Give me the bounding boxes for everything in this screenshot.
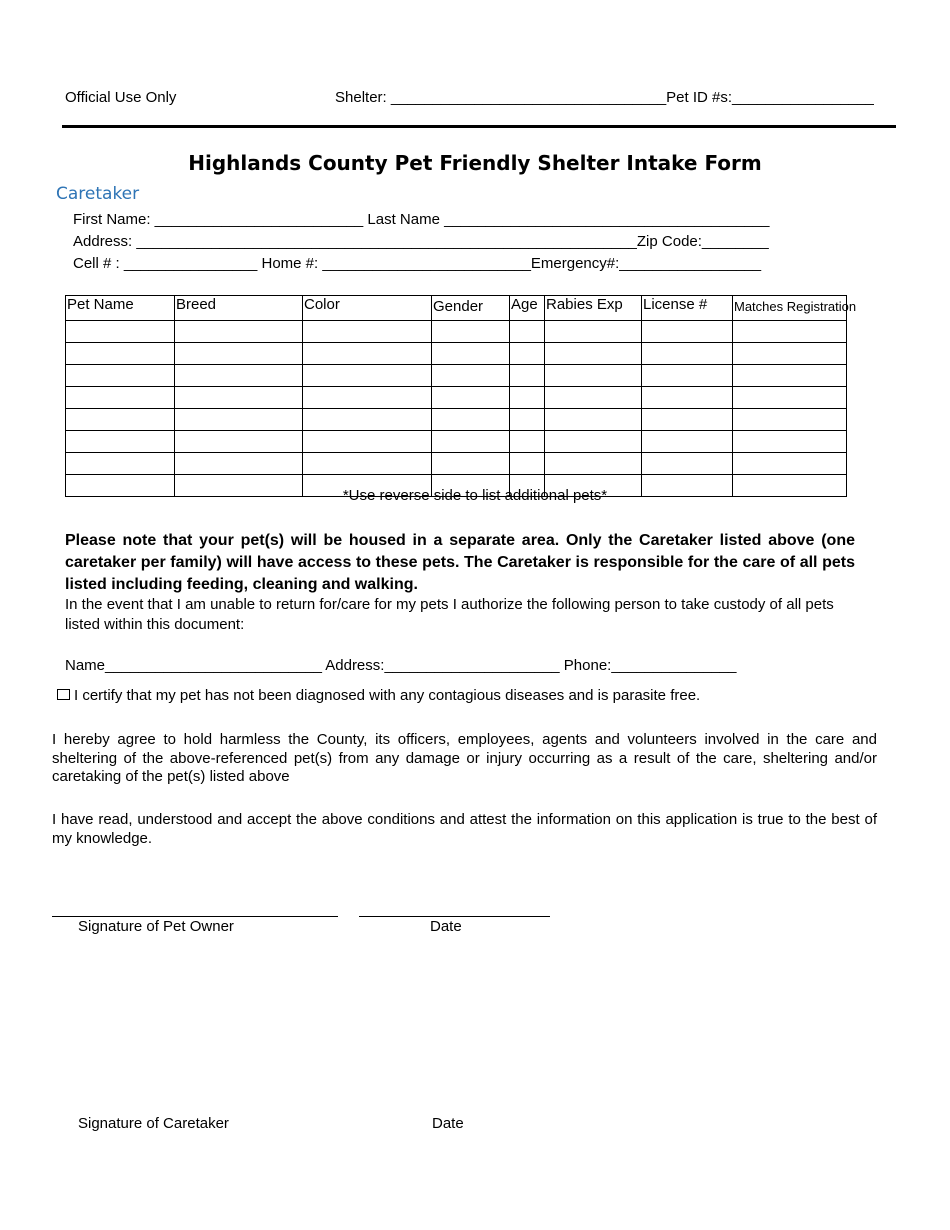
table-cell[interactable] xyxy=(303,321,432,343)
table-row xyxy=(66,431,847,453)
col-color: Color xyxy=(303,296,432,321)
header-divider xyxy=(62,125,896,128)
table-cell[interactable] xyxy=(66,387,175,409)
table-cell[interactable] xyxy=(642,365,733,387)
name-fields[interactable]: First Name: _________________________ Last Name _______________________________________ xyxy=(73,211,770,228)
table-row xyxy=(66,321,847,343)
table-cell[interactable] xyxy=(545,321,642,343)
table-cell[interactable] xyxy=(303,365,432,387)
housing-notice: Please note that your pet(s) will be housed in a separate area. Only the Caretaker listed above (one caretaker per family) will have access to these pets. The Caretaker is responsible for the care of all pets listed including feeding, cleaning and walking. xyxy=(65,532,855,593)
table-cell[interactable] xyxy=(66,343,175,365)
table-cell[interactable] xyxy=(733,431,847,453)
pets-table xyxy=(65,295,857,497)
col-age: Age xyxy=(510,296,545,321)
table-row xyxy=(66,365,847,387)
table-row xyxy=(66,453,847,475)
table-cell[interactable] xyxy=(733,387,847,409)
table-cell[interactable] xyxy=(642,409,733,431)
table-cell[interactable] xyxy=(642,453,733,475)
hold-harmless-text: I hereby agree to hold harmless the County, its officers, employees, agents and volunteers involved in the care and sheltering of the above-referenced pet(s) from any damage or injury occurring as a result of the care, sheltering and/or caretaking of the pet(s) listed above xyxy=(52,731,877,785)
phone-fields[interactable]: Cell # : ________________ Home #: _________________________Emergency#:_________________ xyxy=(73,255,762,272)
table-cell[interactable] xyxy=(733,365,847,387)
table-cell[interactable] xyxy=(432,431,510,453)
shelter-petid-field[interactable]: Shelter: _________________________________Pet ID #s:_________________ xyxy=(335,89,874,106)
caretaker-date-label: Date xyxy=(432,1115,464,1132)
table-cell[interactable] xyxy=(432,343,510,365)
col-gender: Gender xyxy=(432,296,510,321)
table-cell[interactable] xyxy=(510,321,545,343)
address-fields[interactable]: Address: ____________________________________________________________Zip Code:________ xyxy=(73,233,769,250)
table-header-row xyxy=(66,296,847,321)
table-cell[interactable] xyxy=(510,431,545,453)
table-cell[interactable] xyxy=(733,343,847,365)
table-cell[interactable] xyxy=(66,409,175,431)
col-breed: Breed xyxy=(175,296,303,321)
table-cell[interactable] xyxy=(432,365,510,387)
table-cell[interactable] xyxy=(66,453,175,475)
table-cell[interactable] xyxy=(733,409,847,431)
table-cell[interactable] xyxy=(545,343,642,365)
owner-date-line[interactable] xyxy=(359,916,550,917)
table-cell[interactable] xyxy=(303,409,432,431)
table-cell[interactable] xyxy=(175,365,303,387)
table-cell[interactable] xyxy=(175,387,303,409)
table-cell[interactable] xyxy=(66,431,175,453)
table-cell[interactable] xyxy=(510,387,545,409)
owner-signature-line[interactable] xyxy=(52,916,338,917)
col-license: License # xyxy=(642,296,733,321)
page-title: Highlands County Pet Friendly Shelter Intake Form xyxy=(188,151,762,175)
table-cell[interactable] xyxy=(733,321,847,343)
certify-checkbox[interactable] xyxy=(57,689,70,700)
table-footnote: *Use reverse side to list additional pets* xyxy=(342,487,608,504)
table-cell[interactable] xyxy=(175,453,303,475)
col-pet-name: Pet Name xyxy=(66,296,175,321)
table-cell[interactable] xyxy=(303,343,432,365)
certify-text: I certify that my pet has not been diagnosed with any contagious diseases and is parasite free. xyxy=(74,687,701,704)
table-cell[interactable] xyxy=(432,387,510,409)
caretaker-heading: Caretaker xyxy=(56,184,140,204)
table-row xyxy=(66,343,847,365)
table-cell[interactable] xyxy=(432,409,510,431)
alternate-contact-fields[interactable]: Name__________________________ Address:_____________________ Phone:_______________ xyxy=(65,657,737,674)
table-cell[interactable] xyxy=(545,409,642,431)
table-cell[interactable] xyxy=(545,431,642,453)
table-cell[interactable] xyxy=(175,343,303,365)
attest-text: I have read, understood and accept the above conditions and attest the information on this application is true to the best of my knowledge. xyxy=(52,811,877,847)
table-cell[interactable] xyxy=(303,453,432,475)
table-cell[interactable] xyxy=(175,409,303,431)
col-matches-registration: Matches Registration xyxy=(733,296,847,321)
table-cell[interactable] xyxy=(545,453,642,475)
table-cell[interactable] xyxy=(545,365,642,387)
col-rabies-exp: Rabies Exp xyxy=(545,296,642,321)
table-cell[interactable] xyxy=(642,343,733,365)
table-cell[interactable] xyxy=(432,453,510,475)
table-cell[interactable] xyxy=(642,321,733,343)
table-row xyxy=(66,387,847,409)
table-cell[interactable] xyxy=(66,365,175,387)
table-cell[interactable] xyxy=(510,409,545,431)
official-use-label: Official Use Only xyxy=(65,89,177,106)
table-cell[interactable] xyxy=(642,387,733,409)
table-cell[interactable] xyxy=(642,431,733,453)
table-cell[interactable] xyxy=(510,343,545,365)
table-cell[interactable] xyxy=(432,321,510,343)
table-cell[interactable] xyxy=(303,431,432,453)
table-cell[interactable] xyxy=(66,321,175,343)
table-cell[interactable] xyxy=(175,431,303,453)
table-cell[interactable] xyxy=(545,387,642,409)
table-cell[interactable] xyxy=(510,365,545,387)
caretaker-signature-label: Signature of Caretaker xyxy=(78,1115,229,1132)
table-cell[interactable] xyxy=(733,453,847,475)
owner-signature-label: Signature of Pet Owner xyxy=(78,918,234,935)
table-row xyxy=(66,409,847,431)
owner-date-label: Date xyxy=(430,918,462,935)
table-cell[interactable] xyxy=(510,453,545,475)
table-cell[interactable] xyxy=(175,321,303,343)
authorization-text: In the event that I am unable to return for/care for my pets I authorize the following person to take custody of all pets listed within this document: xyxy=(65,596,834,633)
table-cell[interactable] xyxy=(303,387,432,409)
